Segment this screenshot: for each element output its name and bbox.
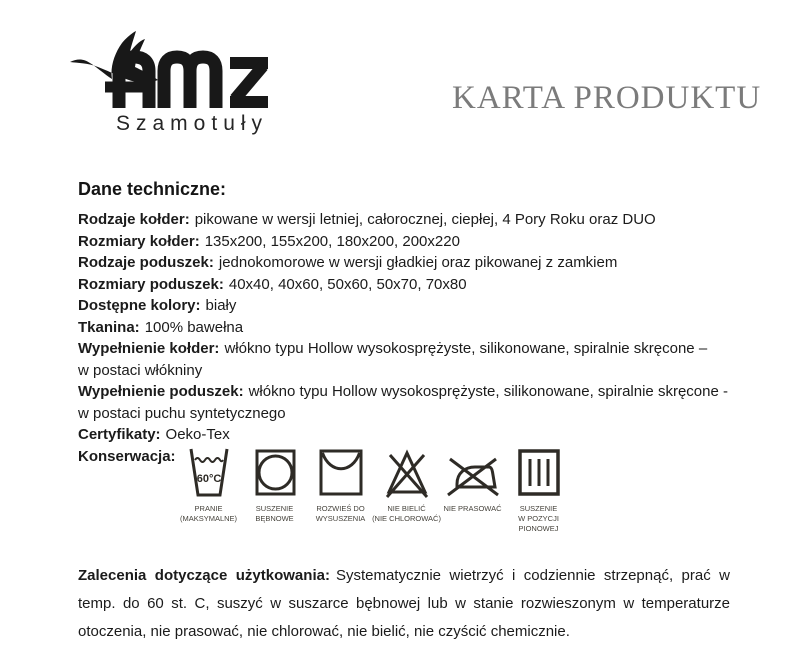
care-caption <box>518 504 559 533</box>
care-symbols-strip <box>180 446 567 533</box>
spec-label: Dostępne kolory: <box>78 297 201 314</box>
care-caption-line: SUSZENIE <box>255 504 294 513</box>
spec-row <box>78 424 793 446</box>
care-caption-line: WYSUSZENIA <box>315 513 366 523</box>
spec-row <box>78 231 793 253</box>
care-caption <box>180 504 237 524</box>
spec-row <box>78 295 793 317</box>
care-item-no-bleach <box>372 446 441 524</box>
letter-a <box>105 57 149 108</box>
care-caption-line: (NIE CHLOROWAĆ) <box>372 513 441 523</box>
spec-row <box>78 381 793 403</box>
spec-label: Rozmiary poduszek: <box>78 275 224 293</box>
spec-row-continuation: w postaci włókniny <box>78 361 203 379</box>
spec-value: pikowane w wersji letniej, całorocznej, ciepłej, 4 Pory Roku oraz DUO <box>194 211 656 228</box>
spec-row <box>78 338 793 360</box>
dry-upright-icon <box>516 446 562 499</box>
section-heading: Dane techniczne: <box>78 179 227 199</box>
care-caption <box>443 504 501 514</box>
no-iron-icon <box>445 446 501 499</box>
tumble-dry-icon <box>253 446 297 499</box>
spec-label: Tkanina: <box>78 318 140 336</box>
amz-logo-mark-icon <box>70 30 275 110</box>
care-caption-line: PIONOWEJ <box>518 523 559 533</box>
spec-row <box>78 252 793 274</box>
spec-value: Oeko-Tex <box>165 426 230 443</box>
spec-value: 100% bawełna <box>144 318 244 336</box>
spec-value: włókno typu Hollow wysokosprężyste, silikonowane, spiralnie skręcone – <box>224 340 708 357</box>
care-item-hang-dry <box>312 446 369 524</box>
care-caption-line: W POZYCJI <box>518 513 559 523</box>
spec-row <box>78 209 793 231</box>
spec-label: Rozmiary kołder: <box>78 232 200 250</box>
spec-label: Certyfikaty: <box>78 426 161 443</box>
spec-label: Wypełnienie kołder: <box>78 340 220 357</box>
wash-60-icon <box>187 446 231 499</box>
care-caption-line: ROZWIEŚ DO <box>316 504 365 513</box>
spec-label: Konserwacja: <box>78 447 176 465</box>
care-caption <box>255 504 293 524</box>
care-item-wash <box>180 446 237 524</box>
spec-label: Wypełnienie poduszek: <box>78 383 244 400</box>
usage-text: Systematycznie wietrzyć i codziennie strzepnąć, prać w temp. do 60 st. C, suszyć w suszarce bębnowej lub w stanie rozwieszonym w temperaturze otoczenia, nie prasować, nie chlorować, nie bielić, nie czyścić chemicznie. <box>78 567 730 640</box>
spec-value: biały <box>205 297 237 314</box>
spec-value: 135x200, 155x200, 180x200, 200x220 <box>204 232 460 250</box>
spec-label: Rodzaje poduszek: <box>78 254 214 271</box>
spec-row <box>78 317 793 339</box>
spec-value: jednokomorowe w wersji gładkiej oraz pikowanej z zamkiem <box>218 254 618 271</box>
care-item-no-iron <box>444 446 501 514</box>
spec-row <box>78 274 793 296</box>
page-title: KARTA PRODUKTU <box>452 80 762 116</box>
care-caption <box>372 504 441 524</box>
logo-subtitle: Szamotuły <box>116 112 269 135</box>
usage-paragraph <box>78 562 730 646</box>
letter-z <box>230 63 268 102</box>
care-caption-line: PRANIE <box>194 504 223 513</box>
care-item-tumble-dry <box>246 446 303 524</box>
spec-value: włókno typu Hollow wysokosprężyste, silikonowane, spiralnie skręcone - <box>248 383 728 400</box>
letter-m <box>164 57 216 108</box>
care-caption-line: NIE BIELIĆ <box>387 504 426 513</box>
hang-dry-icon <box>317 446 365 499</box>
no-bleach-icon <box>382 446 432 499</box>
usage-label: Zalecenia dotyczące użytkowania: <box>78 567 330 584</box>
spec-label: Rodzaje kołder: <box>78 211 190 228</box>
specs-list <box>78 209 793 467</box>
care-item-dry-upright <box>510 446 567 533</box>
wash-temp-label: 60°C <box>196 473 221 485</box>
spec-row-continuation: w postaci puchu syntetycznego <box>78 404 286 422</box>
care-caption <box>316 504 366 524</box>
amz-logo <box>70 30 280 136</box>
care-caption-line: NIE PRASOWAĆ <box>443 504 502 513</box>
care-caption-line: BĘBNOWE <box>255 513 294 523</box>
spec-value: 40x40, 40x60, 50x60, 50x70, 70x80 <box>228 275 467 293</box>
care-caption-line: SUSZENIE <box>519 504 558 513</box>
care-caption-line: (MAKSYMALNE) <box>179 513 238 523</box>
